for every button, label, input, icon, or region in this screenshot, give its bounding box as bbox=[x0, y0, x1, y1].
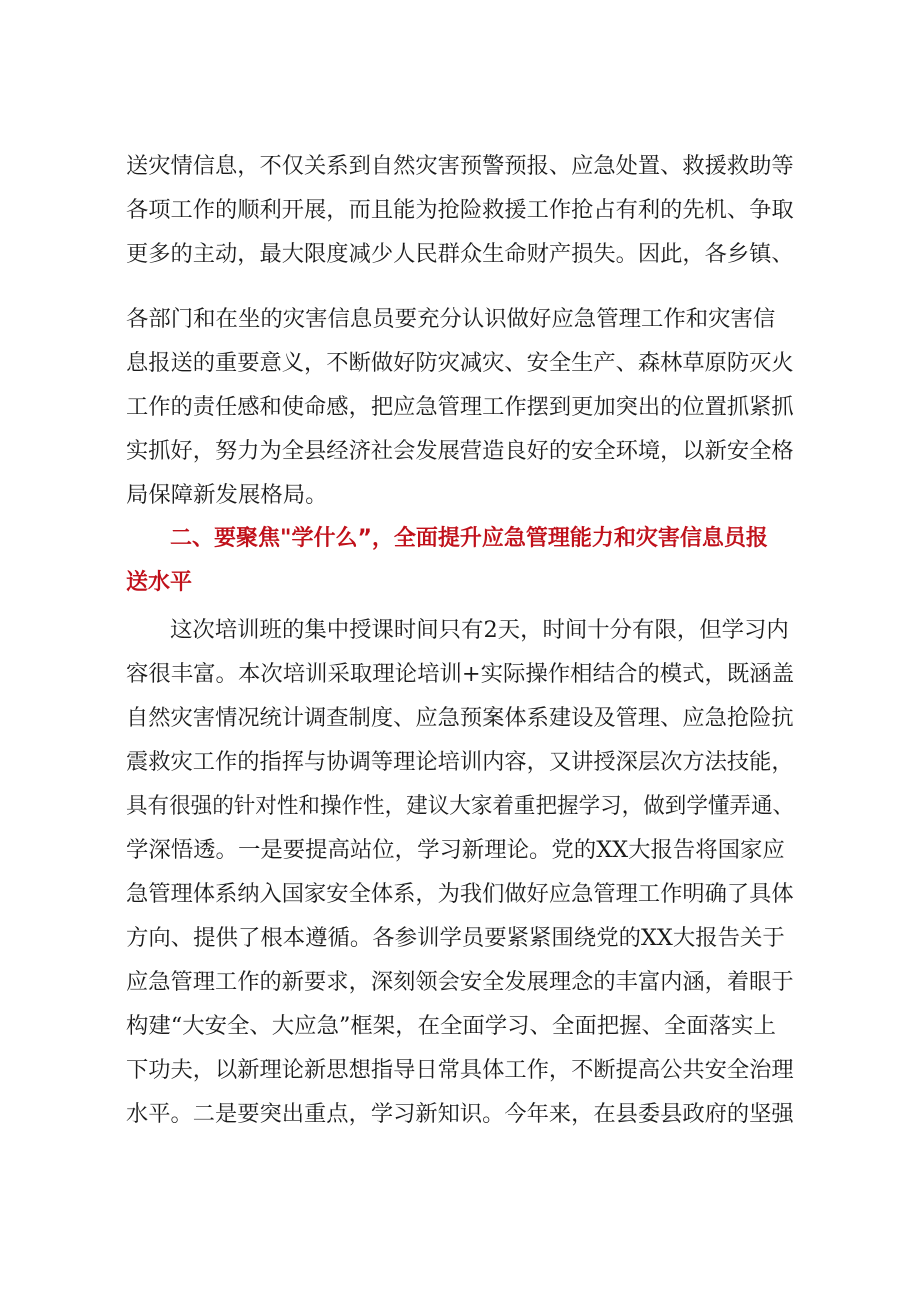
paragraph-2-line-8 bbox=[0, 918, 920, 958]
section-heading-text: 二、要聚焦"学什么”，全面提升应急管理能力和灾害信息员报 bbox=[170, 526, 768, 551]
text-line: 容很丰富。本次培训采取理论培训+实际操作相结合的模式，既涵盖 bbox=[126, 661, 795, 687]
paragraph-1-line-4 bbox=[0, 299, 920, 339]
paragraph-2-line-11 bbox=[0, 1050, 920, 1090]
text-line: 实抓好，努力为全县经济社会发展营造良好的安全环境，以新安全格 bbox=[126, 438, 794, 464]
text-line: 下功夫，以新理论新思想指导日常具体工作，不断提高公共安全治理 bbox=[126, 1057, 794, 1083]
text-line: 各项工作的顺利开展，而且能为抢险救援工作抢占有利的先机、争取 bbox=[126, 197, 794, 223]
paragraph-1-line-5 bbox=[0, 343, 920, 383]
paragraph-2-line-12 bbox=[0, 1094, 920, 1134]
paragraph-1-line-3 bbox=[0, 234, 920, 274]
paragraph-1-line-8 bbox=[0, 475, 920, 515]
paragraph-1-line-7 bbox=[0, 431, 920, 471]
section-heading-line-2 bbox=[0, 563, 920, 603]
paragraph-2-line-3 bbox=[0, 698, 920, 738]
paragraph-2-line-4 bbox=[0, 742, 920, 782]
text-line: 震救灾工作的指挥与协调等理论培训内容，又讲授深层次方法技能， bbox=[126, 749, 794, 775]
paragraph-2-line-2 bbox=[0, 654, 920, 694]
text-line: 各部门和在坐的灾害信息员要充分认识做好应急管理工作和灾害信 bbox=[126, 306, 776, 332]
paragraph-2-line-10 bbox=[0, 1006, 920, 1046]
text-line: 急管理体系纳入国家安全体系，为我们做好应急管理工作明确了具体 bbox=[126, 881, 794, 907]
text-line: 具有很强的针对性和操作性，建议大家着重把握学习，做到学懂弄通、 bbox=[126, 793, 795, 819]
text-line: 这次培训班的集中授课时间只有2天，时间十分有限，但学习内 bbox=[170, 617, 789, 643]
paragraph-1-line-6 bbox=[0, 387, 920, 427]
text-line: 局保障新发展格局。 bbox=[126, 482, 328, 508]
paragraph-2-line-9 bbox=[0, 962, 920, 1002]
paragraph-2-line-5 bbox=[0, 786, 920, 826]
text-line: 息报送的重要意义，不断做好防灾减灾、安全生产、森林草原防灭火 bbox=[126, 350, 794, 376]
text-line: 方向、提供了根本遵循。各参训学员要紧紧围绕党的XX大报告关于 bbox=[126, 925, 785, 951]
text-line: 送灾情信息，不仅关系到自然灾害预警预报、应急处置、救援救助等 bbox=[126, 153, 794, 179]
paragraph-1-line-2 bbox=[0, 190, 920, 230]
paragraph-2-line-1 bbox=[0, 610, 920, 650]
paragraph-2-line-7 bbox=[0, 874, 920, 914]
text-line: 应急管理工作的新要求，深刻领会安全发展理念的丰富内涵，着眼于 bbox=[126, 969, 794, 995]
section-heading-line-1 bbox=[0, 519, 920, 559]
section-heading-text: 送水平 bbox=[126, 570, 193, 595]
text-line: 水平。二是要突出重点，学习新知识。今年来，在县委县政府的坚强 bbox=[126, 1101, 794, 1127]
text-line: 工作的责任感和使命感，把应急管理工作摆到更加突出的位置抓紧抓 bbox=[126, 394, 794, 420]
text-line: 学深悟透。一是要提高站位，学习新理论。党的XX大报告将国家应 bbox=[126, 837, 785, 863]
text-line: 构建“大安全、大应急”框架，在全面学习、全面把握、全面落实上 bbox=[126, 1013, 776, 1039]
paragraph-1-line-1 bbox=[0, 146, 920, 186]
text-line: 自然灾害情况统计调查制度、应急预案体系建设及管理、应急抢险抗 bbox=[126, 705, 794, 731]
paragraph-2-line-6 bbox=[0, 830, 920, 870]
text-line: 更多的主动，最大限度减少人民群众生命财产损失。因此，各乡镇、 bbox=[126, 241, 794, 267]
